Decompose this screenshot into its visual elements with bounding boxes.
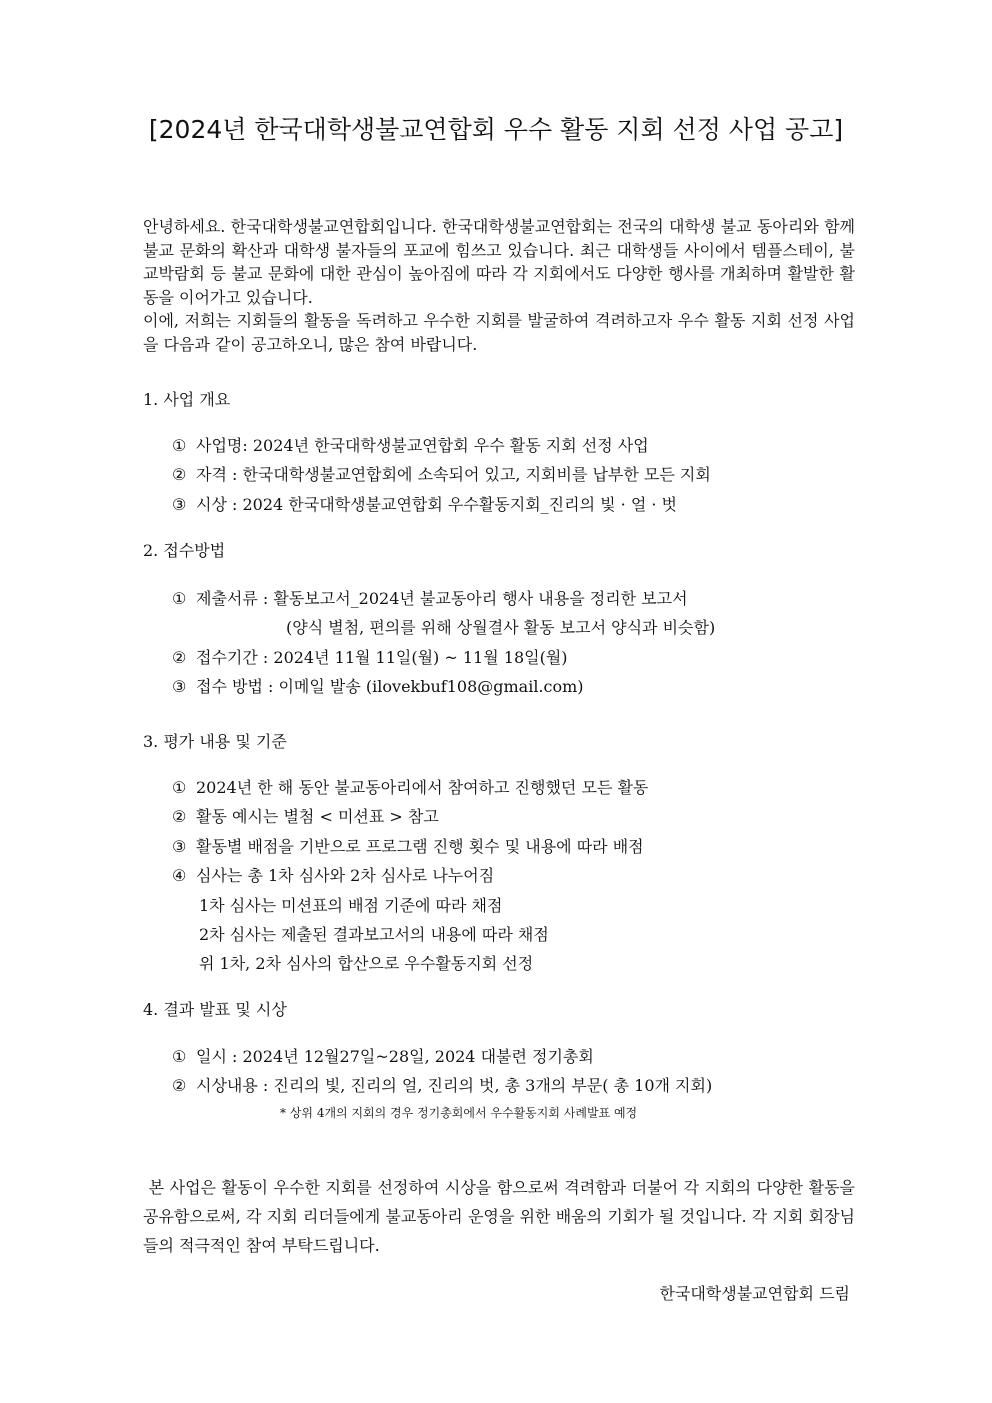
item-marker: ② <box>172 1076 187 1096</box>
list-item <box>172 1042 712 1071</box>
section-3-heading: 3. 평가 내용 및 기준 <box>143 732 287 751</box>
item-text: 제출서류 : 활동보고서_2024년 불교동아리 행사 내용을 정리한 보고서 <box>196 589 688 608</box>
item-text: 시상내용 : 진리의 빛, 진리의 얼, 진리의 벗, 총 3개의 부문( 총 10개 지회) <box>196 1076 713 1096</box>
list-item-continuation <box>172 613 715 642</box>
section-3-list <box>172 773 648 979</box>
item-text: 접수 방법 : 이메일 발송 (ilovekbuf108@gmail.com) <box>196 677 584 697</box>
section-1-heading: 1. 사업 개요 <box>143 390 231 409</box>
item-text: 1차 심사는 미션표의 배점 기준에 따라 채점 <box>199 895 503 915</box>
item-text: 접수기간 : 2024년 11월 11일(월) ~ 11월 18일(월) <box>196 647 568 667</box>
item-marker: ③ <box>172 836 187 856</box>
intro-paragraph-1: 안녕하세요. 한국대학생불교연합회입니다. 한국대학생불교연합회는 전국의 대학생 불교 동아리와 함께 불교 문화의 확산과 대학생 불자들의 포교에 힘쓰고 있습니다. 최근 대학생들 사이에서 템플스테이, 불교박람회 등 불교 문화에 대한 관심이 높아짐에 따라 각 지회에서도 다양한 행사를 개최하며 활발한 활동을 이어가고 있습니다. <box>143 217 855 307</box>
item-marker: ② <box>172 807 187 827</box>
item-text: 활동 예시는 별첨 < 미션표 > 참고 <box>196 807 439 827</box>
section-4-note: * 상위 4개의 지회의 경우 정기총회에서 우수활동지회 사례발표 예정 <box>280 1106 638 1120</box>
list-item <box>172 643 715 672</box>
item-marker: ① <box>172 436 187 455</box>
list-item-continuation <box>172 920 648 949</box>
item-text: 사업명: 2024년 한국대학생불교연합회 우수 활동 지회 선정 사업 <box>196 436 649 455</box>
closing-paragraph <box>143 1173 855 1260</box>
item-marker: ③ <box>172 677 187 697</box>
item-text: 위 1차, 2차 심사의 합산으로 우수활동지회 선정 <box>199 954 534 974</box>
list-item <box>172 773 648 802</box>
list-item-continuation <box>172 949 648 978</box>
list-item <box>172 1071 712 1100</box>
item-marker: ① <box>172 778 187 797</box>
item-text: 일시 : 2024년 12월27일~28일, 2024 대불련 정기총회 <box>196 1047 594 1066</box>
list-item <box>172 802 648 831</box>
list-item <box>172 460 711 489</box>
item-text: (양식 별첨, 편의를 위해 상월결사 활동 보고서 양식과 비슷함) <box>286 618 716 638</box>
item-marker: ③ <box>172 494 187 514</box>
document-title: [2024년 한국대학생불교연합회 우수 활동 지회 선정 사업 공고] <box>148 115 844 144</box>
list-item <box>172 672 715 701</box>
section-2-heading: 2. 접수방법 <box>143 541 226 560</box>
item-text: 자격 : 한국대학생불교연합회에 소속되어 있고, 지회비를 납부한 모든 지회 <box>196 465 711 485</box>
list-item-continuation <box>172 891 648 920</box>
section-4-heading: 4. 결과 발표 및 시상 <box>143 1000 287 1019</box>
item-text: 활동별 배점을 기반으로 프로그램 진행 횟수 및 내용에 따라 배점 <box>196 836 644 856</box>
item-marker: ① <box>172 1047 187 1066</box>
item-marker: ④ <box>172 866 187 886</box>
item-marker: ② <box>172 465 187 485</box>
section-1-list <box>172 431 711 519</box>
section-2-list <box>172 584 715 702</box>
list-item <box>172 861 648 890</box>
closing-paragraph-text: 본 사업은 활동이 우수한 지회를 선정하여 시상을 함으로써 격려함과 더불어 각 지회의 다양한 활동을 공유함으로써, 각 지회 리더들에게 불교동아리 운영을 위한 배움의 기회가 될 것입니다. 각 지회 회장님들의 적극적인 참여 부탁드립니다. <box>143 1178 855 1255</box>
list-item <box>172 431 711 460</box>
intro-paragraph-2: 이에, 저희는 지회들의 활동을 독려하고 우수한 지회를 발굴하여 격려하고자 우수 활동 지회 선정 사업을 다음과 같이 공고하오니, 많은 참여 바랍니다. <box>143 311 855 354</box>
item-text: 시상 : 2024 한국대학생불교연합회 우수활동지회_진리의 빛 · 얼 · 벗 <box>196 494 677 514</box>
section-4-list <box>172 1042 712 1101</box>
item-marker: ② <box>172 647 187 667</box>
closing-text <box>143 1173 855 1260</box>
item-text: 심사는 총 1차 심사와 2차 심사로 나누어짐 <box>196 866 495 886</box>
item-text: 2024년 한 해 동안 불교동아리에서 참여하고 진행했던 모든 활동 <box>196 778 649 797</box>
item-text: 2차 심사는 제출된 결과보고서의 내용에 따라 채점 <box>199 924 549 944</box>
item-marker: ① <box>172 589 187 608</box>
list-item <box>172 832 648 861</box>
list-item <box>172 490 711 519</box>
list-item <box>172 584 715 613</box>
signature: 한국대학생불교연합회 드림 <box>659 1284 850 1303</box>
intro-text <box>143 215 855 357</box>
